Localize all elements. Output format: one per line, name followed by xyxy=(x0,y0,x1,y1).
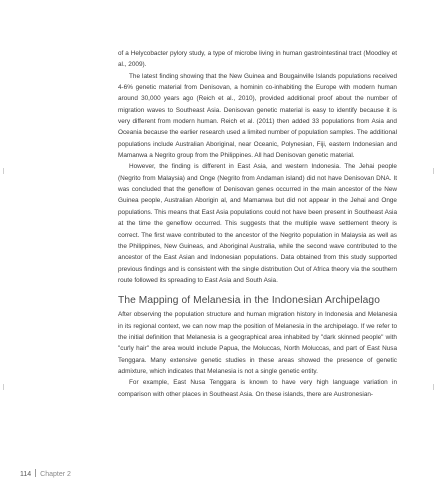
page-footer xyxy=(20,469,71,478)
paragraph: After observing the population structure and human migration history in Indonesia and Melanesia in its regional context, we can now map the position of Melanesia in the archipelago. If we refer to the initial definition that Melanesia is a geographical area inhabited by "dark skinned people" with "curly hair" the area would include Papua, the Moluccas, North Moluccas, and part of East Nusa Tenggara. Many extensive genetic studies in these areas showed the presence of genetic admixture, which indicates that Melanesia is not a single genetic entity. xyxy=(118,311,397,375)
crop-mark xyxy=(3,168,4,174)
crop-mark xyxy=(433,384,434,390)
paragraph: The latest finding showing that the New Guinea and Bougainville Islands populations received 4-6% genetic material from Denisovan, a hominin co-inhabiting the Europe with modern human around 30,000 years ago (Reich et al., 2010), provided additional proof about the number of migration waves to Southeast Asia. Denisovan genetic material is easy to identify because it is very different from modern human. Reich et al. (2011) then added 33 populations from Asia and Oceania because the earlier research used a limited number of population samples. The additional populations include Australian Aboriginal, near Oceanic, Polynesian, Fiji, eastern Indonesian and Mamanwa a Negrito group from the Philippines. All had Denisovan genetic material. xyxy=(118,72,397,160)
chapter-label: Chapter 2 xyxy=(40,471,71,478)
section-heading: The Mapping of Melanesia in the Indonesian Archipelago xyxy=(118,295,380,307)
crop-mark xyxy=(3,384,4,390)
page-number: 114 xyxy=(20,471,32,478)
paragraph: However, the finding is different in East Asia, and western Indonesia. The Jehai people (Negrito from Malaysia) and Onge (Negrito from Andaman island) did not have Denisovan DNA. It was concluded that the geneflow of Denisovan genes occurred in the main ancestor of the New Guinea people, Australian Aborigin al, and Mamanwa but did not appear in the Jehai and Onge populations. This means that East Asia populations could not have been present in Southeast Asia at the time the geneflow occurred. This suggests that the multiple wave settlement theory is correct. The first wave contributed to the ancestor of the Negrito population in Malaysia as well as the Philippines, New Guineas, and Aboriginal Australia, while the second wave contributed to the ancestor of the East Asian and Indonesian populations. Data obtained from this study supported previous findings and is consistent with the single distribution Out of Africa theory via the southern route followed its spreading to East Asia and South Asia. xyxy=(118,163,397,284)
paragraph: of a Helycobacter pylory study, a type of microbe living in human gastrointestinal tract (Moodley et al., 2009). xyxy=(118,50,397,69)
paragraph: For example, East Nusa Tenggara is known to have very high language variation in comparison with other places in Southeast Asia. On these islands, there are Austronesian- xyxy=(118,379,397,398)
crop-mark xyxy=(433,168,434,174)
body-text xyxy=(118,48,397,400)
footer-divider xyxy=(35,469,36,477)
